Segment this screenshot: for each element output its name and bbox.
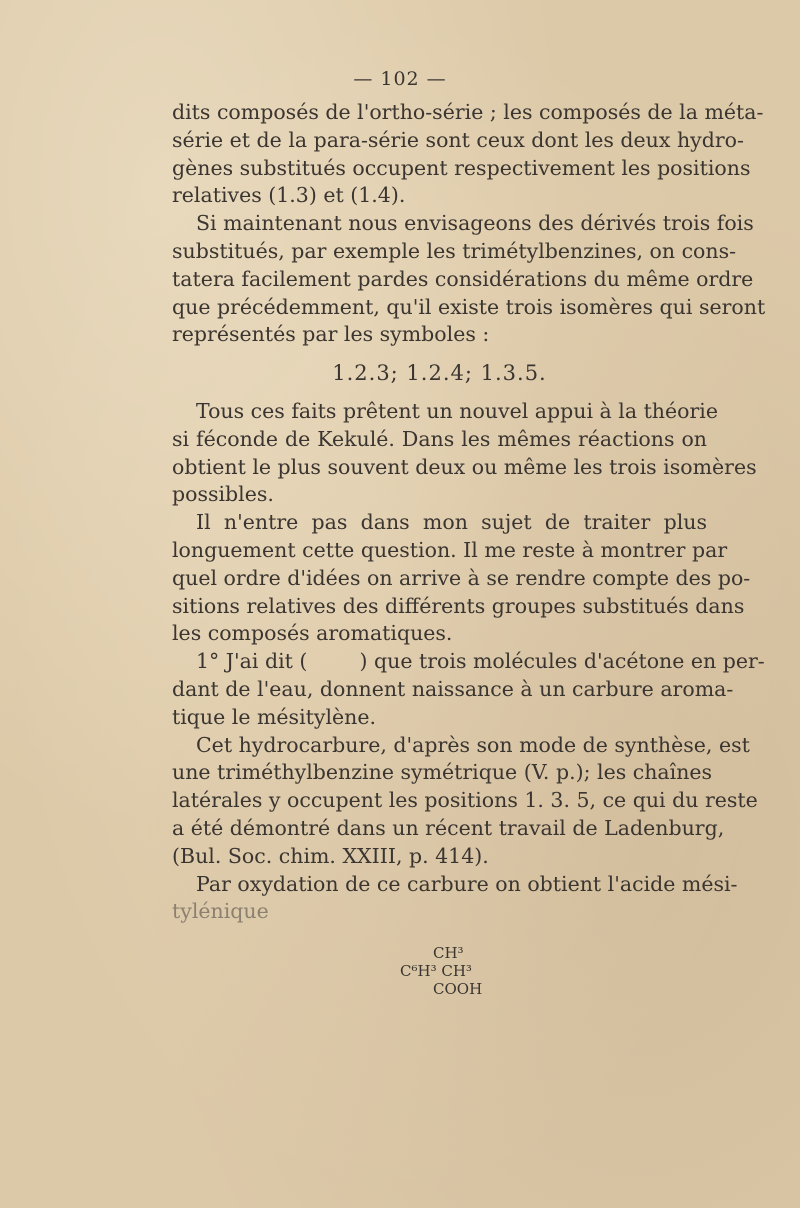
paragraph-4	[172, 509, 751, 648]
text-line: que précédemment, qu'il existe trois isomères qui seront	[172, 294, 766, 319]
text-line: 1° J'ai dit ( ) que trois molécules d'acétone en per-	[196, 649, 765, 674]
text-line: quel ordre d'idées on arrive à se rendre compte des po-	[172, 565, 751, 590]
text-line: obtient le plus souvent deux ou même les trois isomères	[172, 454, 757, 479]
text-line: série et de la para-série sont ceux dont les deux hydro-	[172, 127, 744, 152]
text-line: latérales y occupent les positions 1. 3. 5, ce qui du reste	[172, 788, 758, 813]
text-line: longuement cette question. Il me reste à montrer par	[172, 537, 728, 562]
isomer-symbols: 1.2.3; 1.2.4; 1.3.5.	[332, 361, 547, 386]
text-line: les composés aromatiques.	[172, 621, 453, 646]
text-line: (Bul. Soc. chim. XXIII, p. 414).	[172, 843, 489, 868]
paragraph-3	[172, 398, 757, 509]
text-line: dant de l'eau, donnent naissance à un carbure aroma-	[172, 676, 734, 701]
paragraph-2	[172, 210, 766, 349]
text-line: substitués, par exemple les trimétylbenzines, on cons-	[172, 238, 737, 263]
text-line: une triméthylbenzine symétrique (V. p.); les chaînes	[172, 760, 713, 785]
text-line: représentés par les symboles :	[172, 322, 490, 347]
formula-row: C⁶H³ CH³	[400, 962, 472, 980]
text-line: sitions relatives des différents groupes substitués dans	[172, 593, 745, 618]
formula-row: CH³	[433, 944, 464, 962]
chemical-formula	[400, 944, 482, 998]
text-line: a été démontré dans un récent travail de Ladenburg,	[172, 815, 725, 840]
text-line: gènes substitués occupent respectivement les positions	[172, 155, 751, 180]
text-line: tique le mésitylène.	[172, 704, 376, 729]
text-line: Il n'entre pas dans mon sujet de traiter plus	[196, 510, 707, 535]
page-number: — 102 —	[353, 68, 447, 90]
formula-row: COOH	[433, 980, 483, 998]
body-text	[172, 99, 766, 926]
paragraph-7	[172, 871, 738, 927]
text-line: tylénique	[172, 899, 269, 924]
paragraph-1	[172, 99, 764, 210]
text-line: possibles.	[172, 482, 274, 507]
paragraph-6	[172, 732, 758, 871]
text-line: dits composés de l'ortho-série ; les composés de la méta-	[172, 100, 764, 124]
paragraph-5	[172, 648, 765, 731]
text-line: Par oxydation de ce carbure on obtient l'acide mési-	[196, 871, 738, 896]
text-line: Si maintenant nous envisageons des dérivés trois fois	[196, 211, 754, 236]
text-line: Cet hydrocarbure, d'après son mode de synthèse, est	[196, 732, 750, 757]
text-line: Tous ces faits prêtent un nouvel appui à la théorie	[196, 398, 718, 423]
text-line: relatives (1.3) et (1.4).	[172, 183, 406, 208]
text-line: tatera facilement pardes considérations du même ordre	[172, 266, 754, 291]
text-line: si féconde de Kekulé. Dans les mêmes réactions on	[172, 426, 707, 451]
